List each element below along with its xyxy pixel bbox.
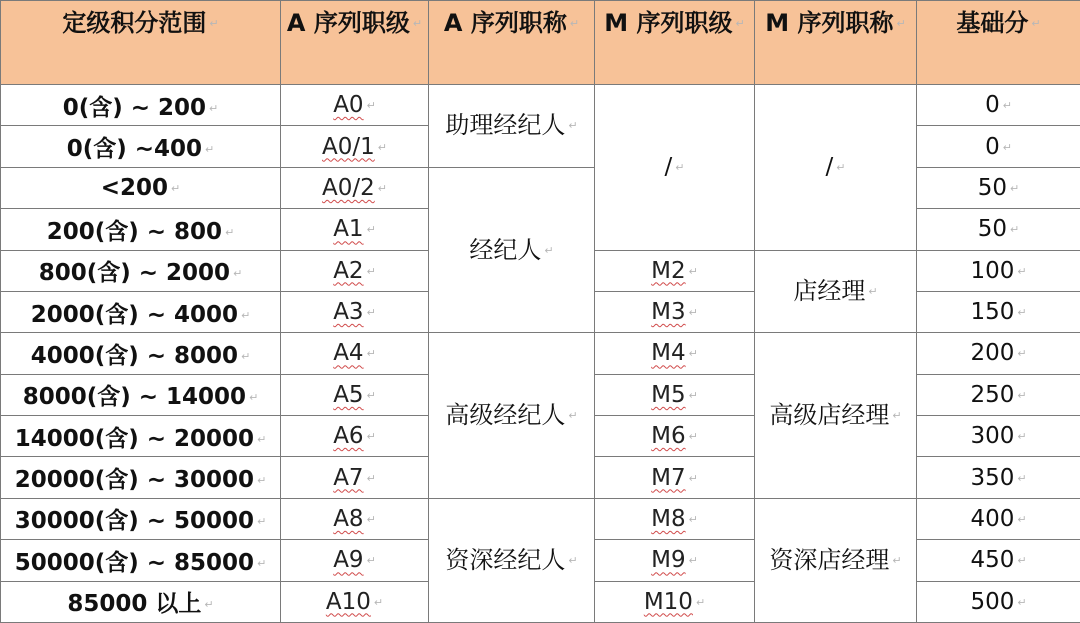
m-title-expert-store-manager: 资深店经理 ↵ [755,498,917,622]
range-cell: 0(含) ~400 ↵ [1,126,281,167]
table-row [1,333,1080,374]
a-level-cell: A0 ↵ [281,85,429,126]
range-cell: 200(含) ~ 800 ↵ [1,209,281,250]
a-level-cell: A10 ↵ [281,581,429,622]
range-cell: 20000(含) ~ 30000 ↵ [1,457,281,498]
a-level-cell: A1 ↵ [281,209,429,250]
range-cell: 50000(含) ~ 85000 ↵ [1,540,281,581]
table-row [1,498,1080,539]
range-cell: 8000(含) ~ 14000 ↵ [1,374,281,415]
base-cell: 300 ↵ [917,416,1080,457]
base-cell: 250 ↵ [917,374,1080,415]
m-title-store-manager: 店经理 ↵ [755,250,917,333]
table-row [1,167,1080,208]
m-title-placeholder: / ↵ [755,85,917,251]
m-level-cell: M10 ↵ [595,581,755,622]
a-level-cell: A6 ↵ [281,416,429,457]
a-level-cell: A2 ↵ [281,250,429,291]
base-cell: 350 ↵ [917,457,1080,498]
header-a-title: A 序列职称 ↵ [429,1,595,85]
base-cell: 0 ↵ [917,126,1080,167]
header-row [1,1,1080,85]
range-cell: <200 ↵ [1,167,281,208]
range-cell: 4000(含) ~ 8000 ↵ [1,333,281,374]
m-level-cell: M7 ↵ [595,457,755,498]
base-cell: 500 ↵ [917,581,1080,622]
a-level-cell: A0/1 ↵ [281,126,429,167]
header-range: 定级积分范围 ↵ [1,1,281,85]
header-m-title: M 序列职称 ↵ [755,1,917,85]
a-level-cell: A8 ↵ [281,498,429,539]
a-title-assistant-agent: 助理经纪人 ↵ [429,85,595,168]
a-level-cell: A9 ↵ [281,540,429,581]
header-a-level: A 序列职级 ↵ [281,1,429,85]
base-cell: 0 ↵ [917,85,1080,126]
a-level-cell: A5 ↵ [281,374,429,415]
base-cell: 150 ↵ [917,291,1080,332]
header-m-level: M 序列职级 ↵ [595,1,755,85]
range-cell: 2000(含) ~ 4000 ↵ [1,291,281,332]
a-title-agent: 经纪人 ↵ [429,167,595,333]
base-cell: 450 ↵ [917,540,1080,581]
m-level-cell: M4 ↵ [595,333,755,374]
a-title-senior-agent: 高级经纪人 ↵ [429,333,595,499]
a-level-cell: A3 ↵ [281,291,429,332]
m-level-cell: M8 ↵ [595,498,755,539]
range-cell: 30000(含) ~ 50000 ↵ [1,498,281,539]
m-level-cell: M3 ↵ [595,291,755,332]
range-cell: 85000 以上 ↵ [1,581,281,622]
range-cell: 14000(含) ~ 20000 ↵ [1,416,281,457]
base-cell: 50 ↵ [917,167,1080,208]
base-cell: 50 ↵ [917,209,1080,250]
m-level-cell: M2 ↵ [595,250,755,291]
a-level-cell: A4 ↵ [281,333,429,374]
base-cell: 100 ↵ [917,250,1080,291]
m-level-placeholder: / ↵ [595,85,755,251]
m-level-cell: M9 ↵ [595,540,755,581]
range-cell: 800(含) ~ 2000 ↵ [1,250,281,291]
a-level-cell: A0/2 ↵ [281,167,429,208]
range-cell: 0(含) ~ 200 ↵ [1,85,281,126]
table-row [1,85,1080,126]
header-base: 基础分 ↵ [917,1,1080,85]
a-level-cell: A7 ↵ [281,457,429,498]
m-title-senior-store-manager: 高级店经理 ↵ [755,333,917,499]
m-level-cell: M6 ↵ [595,416,755,457]
a-title-expert-agent: 资深经纪人 ↵ [429,498,595,622]
base-cell: 400 ↵ [917,498,1080,539]
m-level-cell: M5 ↵ [595,374,755,415]
base-cell: 200 ↵ [917,333,1080,374]
